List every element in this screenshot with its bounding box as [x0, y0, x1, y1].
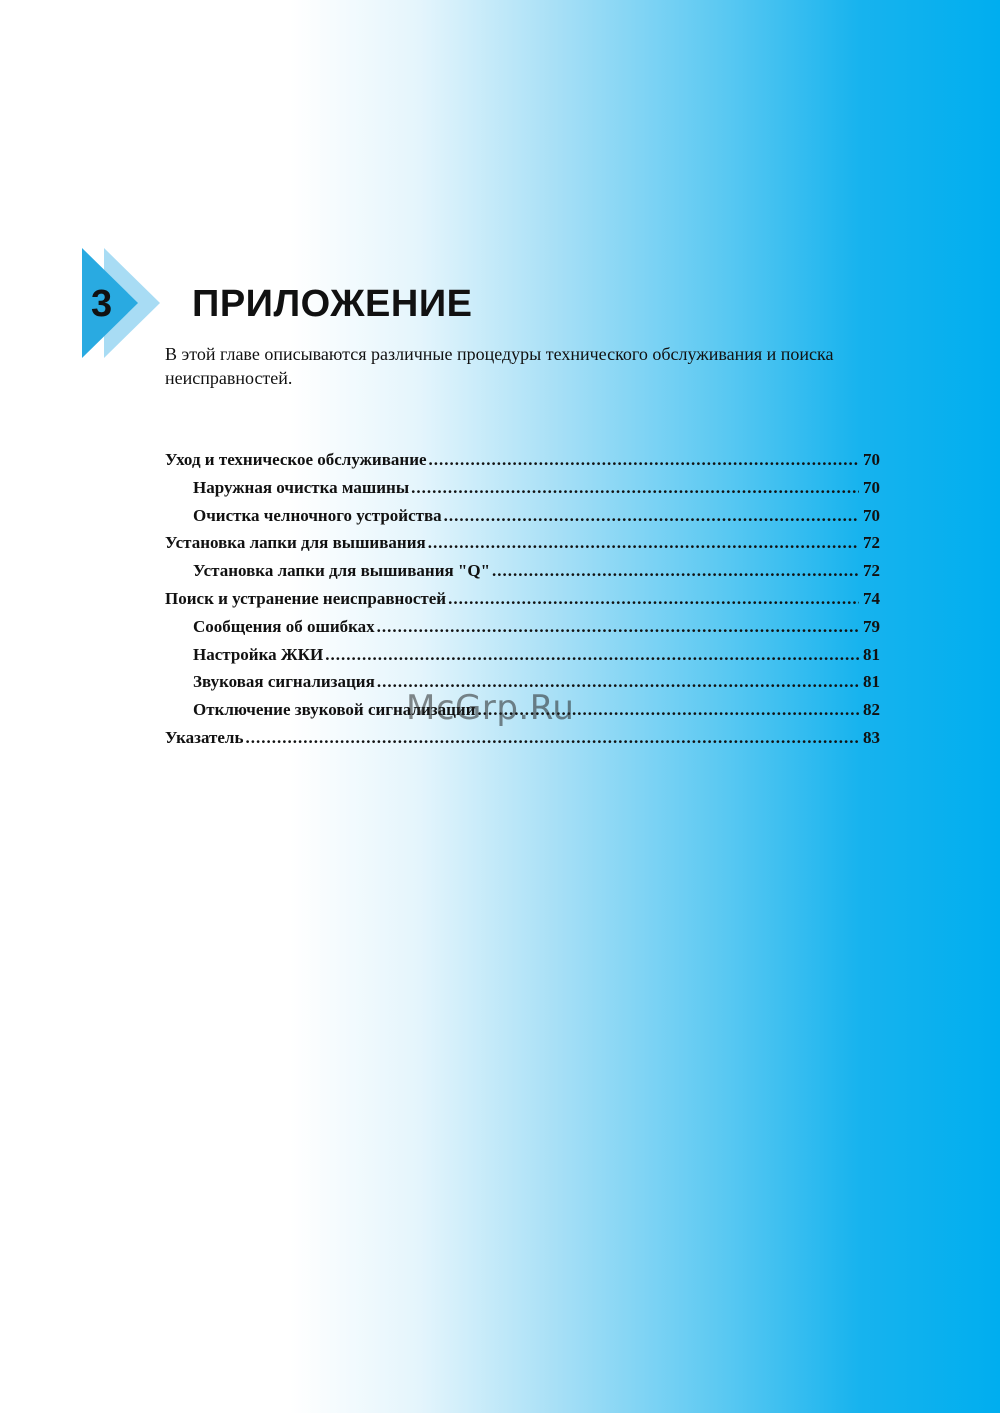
- toc-entry[interactable]: [165, 529, 880, 557]
- toc-entry-label: Поиск и устранение неисправностей: [165, 588, 447, 608]
- chapter-number: 3: [91, 283, 113, 325]
- toc-entry-page: 74: [863, 588, 880, 608]
- toc-entry[interactable]: [165, 613, 880, 641]
- toc-leader: [492, 557, 859, 584]
- toc-leader: [448, 585, 859, 612]
- toc-leader: [245, 724, 859, 751]
- toc-entry[interactable]: [165, 502, 880, 530]
- toc-entry-label: Сообщения об ошибках: [193, 616, 375, 636]
- toc-entry[interactable]: [165, 557, 880, 585]
- toc-entry[interactable]: [165, 585, 880, 613]
- toc-entry-page: 70: [863, 477, 880, 497]
- toc-entry[interactable]: [165, 724, 880, 752]
- toc-entry-page: 72: [863, 561, 880, 581]
- watermark: McGrp.Ru: [406, 688, 575, 728]
- toc-entry-page: 81: [863, 672, 880, 692]
- toc-entry-page: 82: [863, 700, 880, 720]
- chapter-title: ПРИЛОЖЕНИЕ: [192, 283, 473, 325]
- toc-entry[interactable]: [165, 446, 880, 474]
- toc-entry-label: Очистка челночного устройства: [193, 505, 442, 525]
- toc-entry-label: Уход и техническое обслуживание: [165, 450, 427, 469]
- toc-entry-page: 81: [863, 644, 880, 664]
- toc-leader: [428, 529, 859, 556]
- chapter-intro: В этой главе описываются различные процедуры технического обслуживания и поиска неисправностей.: [165, 344, 834, 388]
- toc-leader: [377, 613, 859, 640]
- toc-entry-label: Настройка ЖКИ: [193, 644, 324, 664]
- toc-entry[interactable]: [165, 641, 880, 669]
- toc-leader: [429, 446, 859, 473]
- toc-entry-label: Указатель: [165, 727, 244, 747]
- toc-leader: [325, 641, 859, 668]
- toc-entry-label: Установка лапки для вышивания "Q": [193, 561, 491, 581]
- toc-entry-page: 83: [863, 727, 880, 747]
- toc-entry-page: 79: [863, 616, 880, 636]
- toc-entry-page: 72: [863, 533, 880, 553]
- toc-entry-label: Звуковая сигнализация: [193, 672, 375, 692]
- toc-entry-label: Установка лапки для вышивания: [165, 533, 426, 553]
- toc-entry-label: Отключение звуковой сигнализации: [193, 700, 476, 720]
- toc-leader: [444, 502, 859, 529]
- toc-entry-page: 70: [863, 505, 880, 525]
- toc-leader: [411, 474, 859, 501]
- toc-entry-label: Наружная очистка машины: [193, 477, 410, 497]
- toc-entry[interactable]: [165, 474, 880, 502]
- toc-entry-page: 70: [863, 450, 880, 469]
